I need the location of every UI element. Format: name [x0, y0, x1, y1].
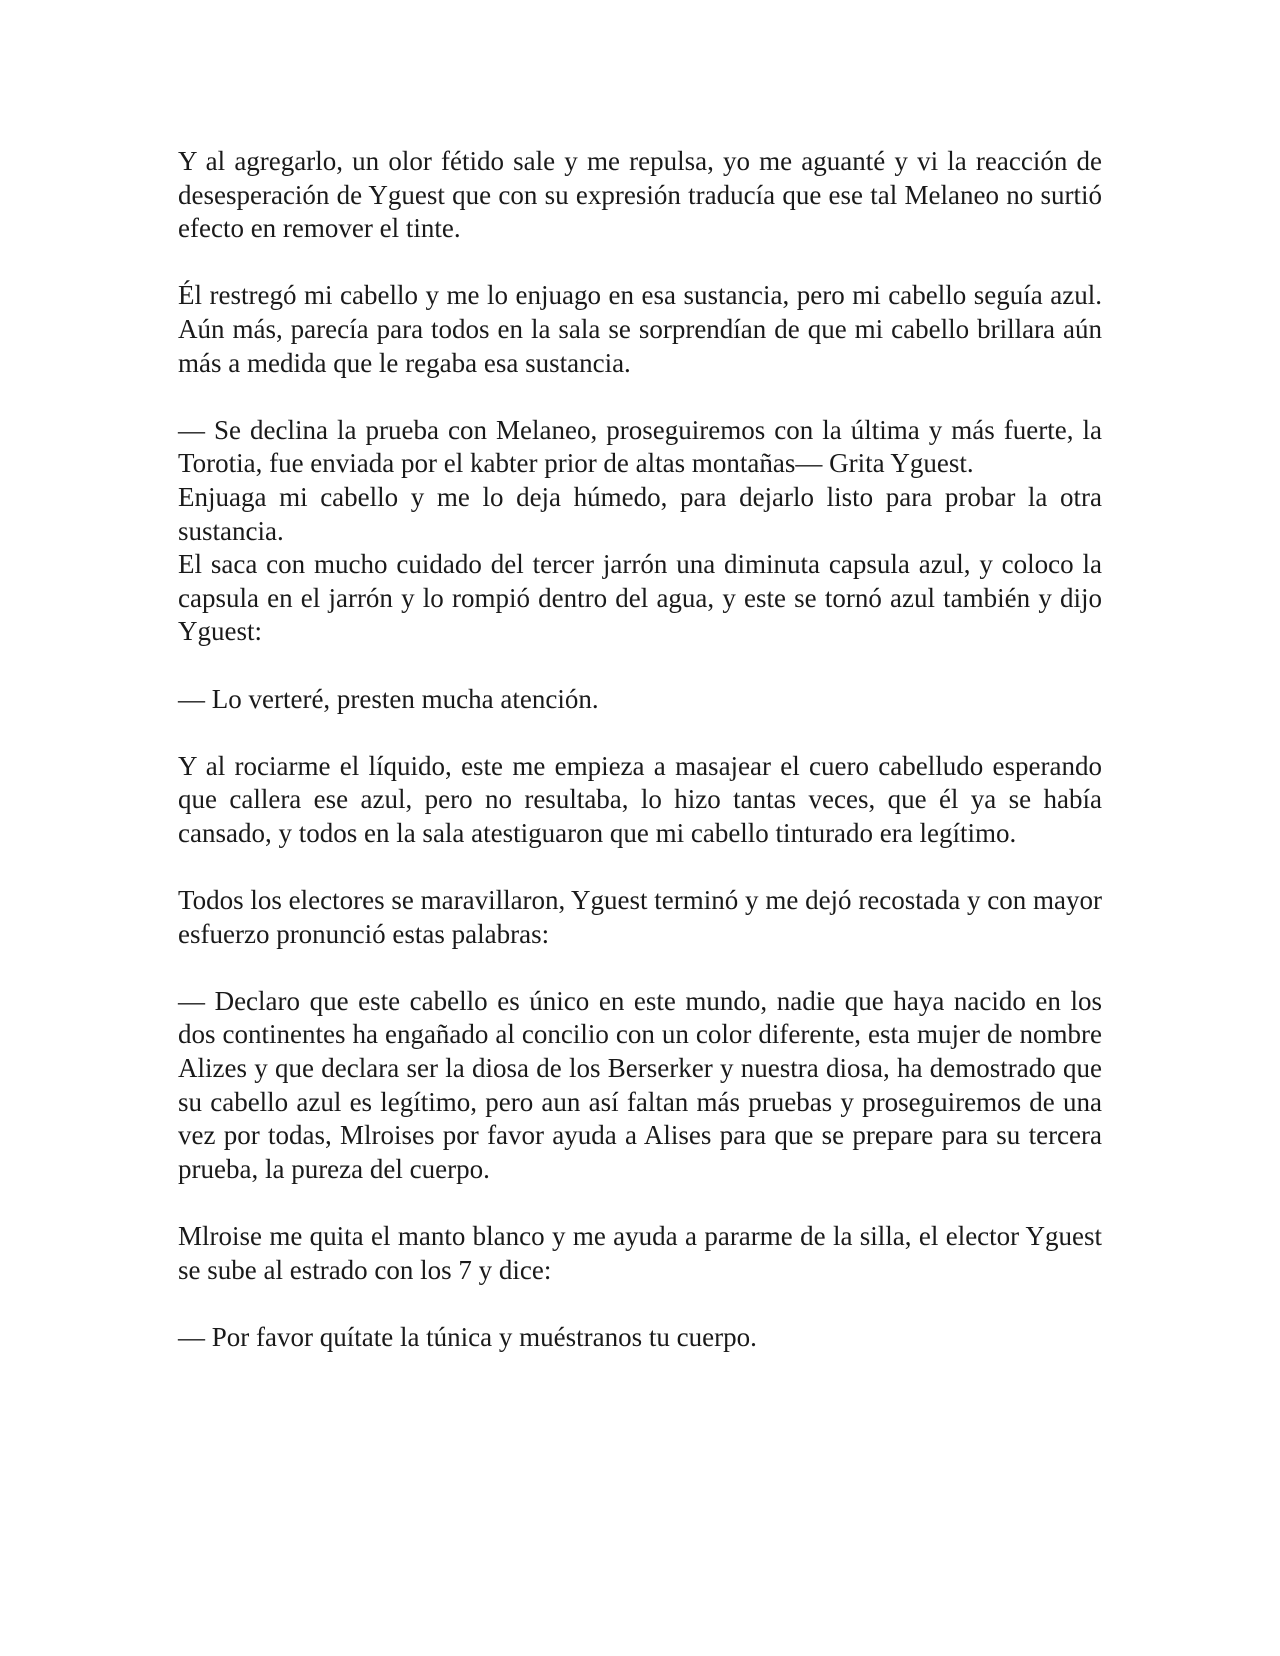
paragraph: Mlroise me quita el manto blanco y me ayuda a pararme de la silla, el elector Yguest se sube al estrado con los 7 y dice:: [178, 1221, 1102, 1285]
paragraph: Enjuaga mi cabello y me lo deja húmedo, para dejarlo listo para probar la otra sustancia.: [178, 481, 1102, 546]
dialogue-paragraph: — Declaro que este cabello es único en este mundo, nadie que haya nacido en los dos continentes ha engañado al concilio con un color diferente, esta mujer de nombre Alizes y que declara ser la diosa de los Berserker y nuestra diosa, ha demostrado que su cabello azul es legítimo, pero aun así faltan más pruebas y proseguiremos de una vez por todas, Mlroises por favor ayuda a Alises para que se prepare para su tercera prueba, la pureza del cuerpo.: [178, 985, 1102, 1184]
dialogue-paragraph: — Se declina la prueba con Melaneo, proseguiremos con la última y más fuerte, la Torotia, fue enviada por el kabter prior de altas montañas— Grita Yguest.: [178, 414, 1102, 479]
document-page: [178, 145, 1102, 1354]
dialogue-paragraph: — Por favor quítate la túnica y muéstranos tu cuerpo.: [178, 1321, 757, 1352]
paragraph: El saca con mucho cuidado del tercer jarrón una diminuta capsula azul, y coloco la capsula en el jarrón y lo rompió dentro del agua, y este se tornó azul también y dijo Yguest:: [178, 549, 1102, 647]
paragraph: Y al rociarme el líquido, este me empieza a masajear el cuero cabelludo esperando que callera ese azul, pero no resultaba, lo hizo tantas veces, que él ya se había cansado, y todos en la sala atestiguaron que mi cabello tinturado era legítimo.: [178, 750, 1102, 848]
paragraph: Todos los electores se maravillaron, Yguest terminó y me dejó recostada y con mayor esfuerzo pronunció estas palabras:: [178, 885, 1102, 949]
paragraph: Y al agregarlo, un olor fétido sale y me repulsa, yo me aguanté y vi la reacción de desesperación de Yguest que con su expresión traducía que ese tal Melaneo no surtió efecto en remover el tinte.: [178, 146, 1102, 244]
paragraph: Él restregó mi cabello y me lo enjuago en esa sustancia, pero mi cabello seguía azul. Aún más, parecía para todos en la sala se sorprendían de que mi cabello brillara aún más a medida que le regaba esa sustancia.: [178, 280, 1102, 378]
dialogue-paragraph: — Lo verteré, presten mucha atención.: [178, 683, 599, 714]
